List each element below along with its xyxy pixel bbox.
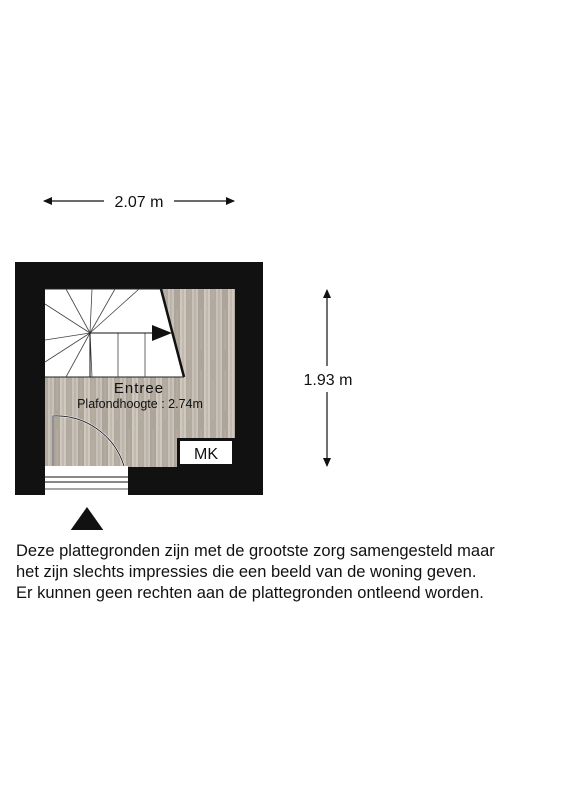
- meter-cupboard-label: MK: [194, 446, 218, 463]
- disclaimer-line: het zijn slechts impressies die een beeld van de woning geven.: [16, 563, 477, 581]
- height-label: 1.93 m: [303, 372, 353, 389]
- disclaimer-line: Er kunnen geen rechten aan de plattegronden ontleend worden.: [16, 584, 484, 602]
- ceiling-height: Plafondhoogte : 2.74m: [77, 397, 203, 411]
- staircase: [45, 289, 184, 377]
- door-opening: [45, 466, 128, 495]
- room-name: Entree: [113, 380, 165, 397]
- width-dimension: [43, 194, 235, 211]
- disclaimer: [16, 541, 561, 604]
- width-label: 2.07 m: [114, 194, 164, 211]
- meter-cupboard: [177, 438, 235, 467]
- entrance-arrow-icon: [70, 507, 104, 530]
- height-dimension: [304, 289, 353, 467]
- disclaimer-line: Deze plattegronden zijn met de grootste zorg samengesteld maar: [16, 542, 495, 560]
